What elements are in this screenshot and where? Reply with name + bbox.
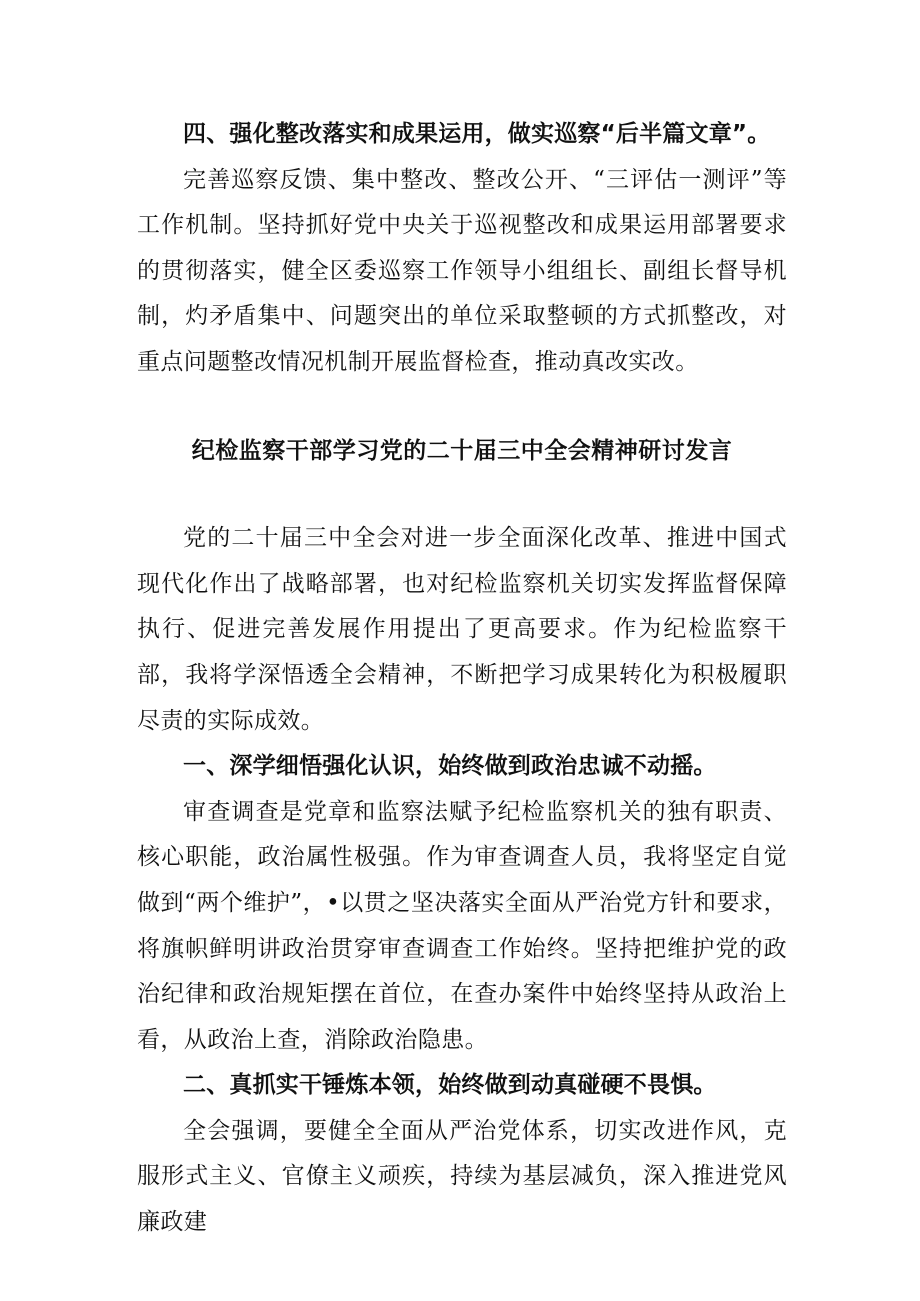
section-one-body: 审查调查是党章和监察法赋予纪检监察机关的独有职责、核心职能，政治属性极强。作为审查调查人员，我将坚定自觉做到“两个维护”，•以贯之坚决落实全面从严治党方针和要求，将旗帜鲜明讲政治贯穿审查调查工作始终。坚持把维护党的政治纪律和政治规矩摆在首位，在查办案件中始终坚持从政治上看，从政治上查，消除政治隐患。	[137, 798, 787, 1053]
section-two-heading: 二、真抓实干锤炼本领，始终做到动真碰硬不畏惧。	[183, 1072, 717, 1099]
section-four-heading: 四、强化整改落实和成果运用，做实巡察“后半篇文章”。	[183, 121, 771, 147]
article-title: 纪检监察干部学习党的二十届三中全会精神研讨发言	[191, 437, 733, 464]
section-one-heading: 一、深学细悟强化认识，始终做到政治忠诚不动摇。	[183, 753, 717, 780]
section-four-body: 完善巡察反馈、集中整改、整改公开、“三评估一测评”等工作机制。坚持抓好党中央关于巡视整改和成果运用部署要求的贯彻落实，健全区委巡察工作领导小组组长、副组长督导机制，灼矛盾集中、问题突出的单位采取整顿的方式抓整改，对重点问题整改情况机制开展监督检查，推动真改实改。	[137, 166, 787, 375]
article-intro: 党的二十届三中全会对进一步全面深化改革、推进中国式现代化作出了战略部署，也对纪检监察机关切实发挥监督保障执行、促进完善发展作用提出了更高要求。作为纪检监察干部，我将学深悟透全会精神，不断把学习成果转化为积极履职尽责的实际成效。	[137, 525, 787, 734]
section-two-body: 全会强调，要健全全面从严治党体系，切实改进作风，克服形式主义、官僚主义顽疾，持续为基层减负，深入推进党风廉政建	[137, 1117, 787, 1236]
document-content	[137, 112, 787, 1246]
